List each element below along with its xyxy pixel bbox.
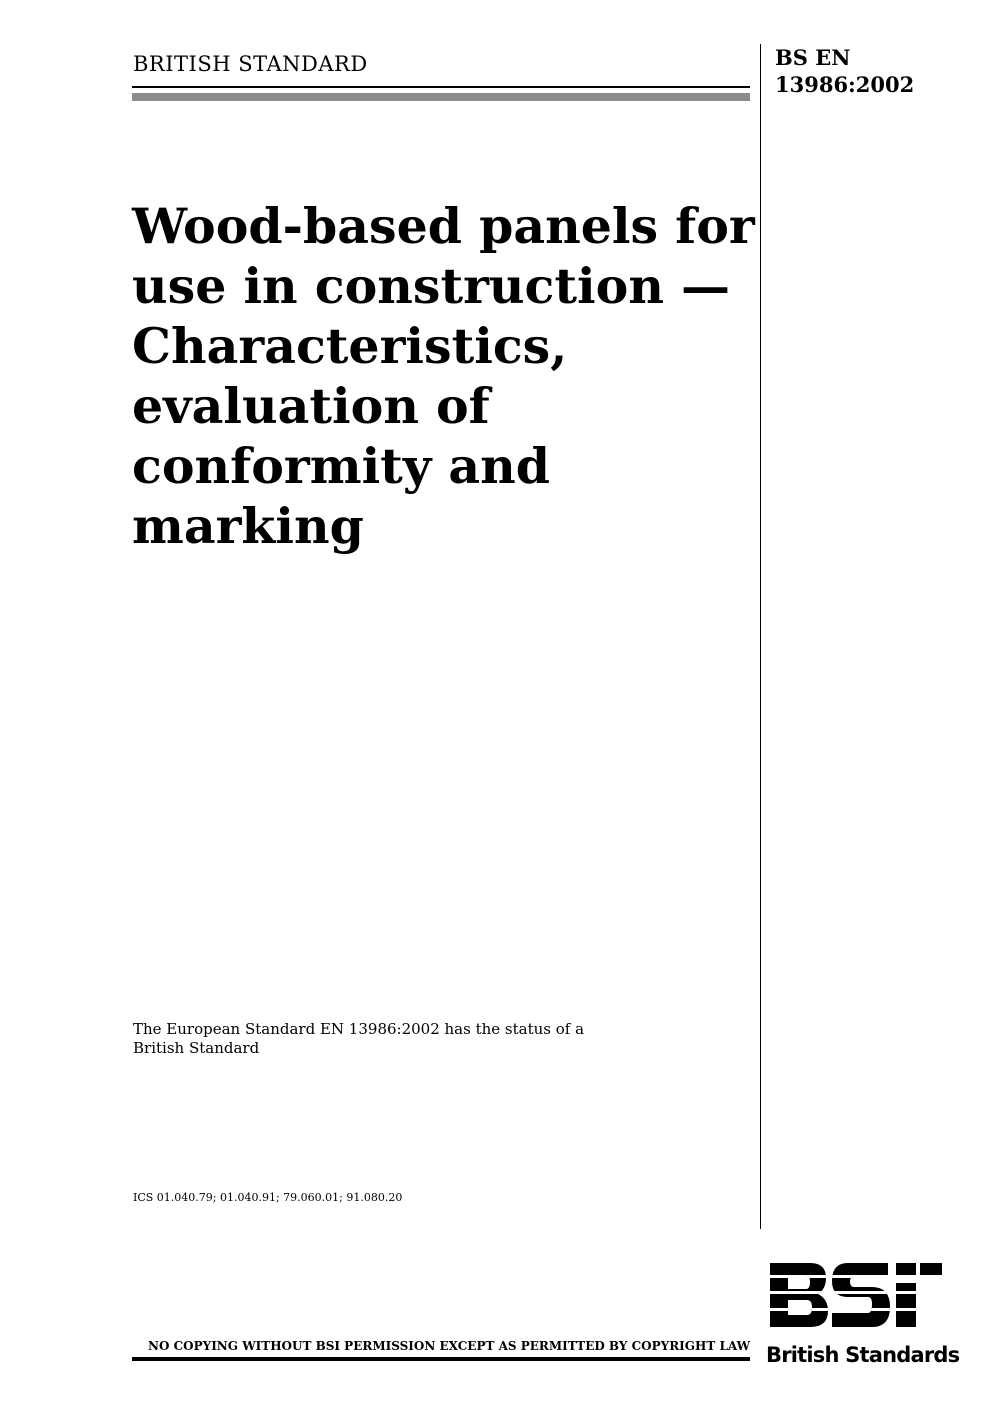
status-note-line-2: British Standard — [133, 1039, 260, 1057]
ics-codes: ICS 01.040.79; 01.040.91; 79.060.01; 91.080.20 — [133, 1191, 403, 1204]
title-line-4: evaluation of — [132, 377, 490, 435]
document-title — [132, 196, 755, 556]
title-line-3: Characteristics, — [132, 317, 568, 375]
series-label: BRITISH STANDARD — [133, 52, 368, 76]
copyright-notice: NO COPYING WITHOUT BSI PERMISSION EXCEPT AS PERMITTED BY COPYRIGHT LAW — [148, 1339, 751, 1353]
title-line-2: use in construction — — [132, 257, 731, 315]
header-rule-thin — [132, 86, 750, 88]
bsi-logo-icon — [768, 1261, 944, 1329]
status-note — [133, 1020, 584, 1058]
title-line-6: marking — [132, 497, 364, 555]
footer-rule — [132, 1357, 750, 1361]
title-line-1: Wood-based panels for — [132, 197, 755, 255]
standard-number — [775, 44, 914, 98]
bsi-tagline: British Standards — [766, 1343, 960, 1367]
title-line-5: conformity and — [132, 437, 550, 495]
standard-number-line-2: 13986:2002 — [775, 72, 915, 97]
vertical-divider — [760, 44, 761, 1229]
standard-number-line-1: BS EN — [775, 45, 851, 70]
status-note-line-1: The European Standard EN 13986:2002 has the status of a — [133, 1020, 585, 1038]
header-rule-grey — [132, 93, 750, 101]
